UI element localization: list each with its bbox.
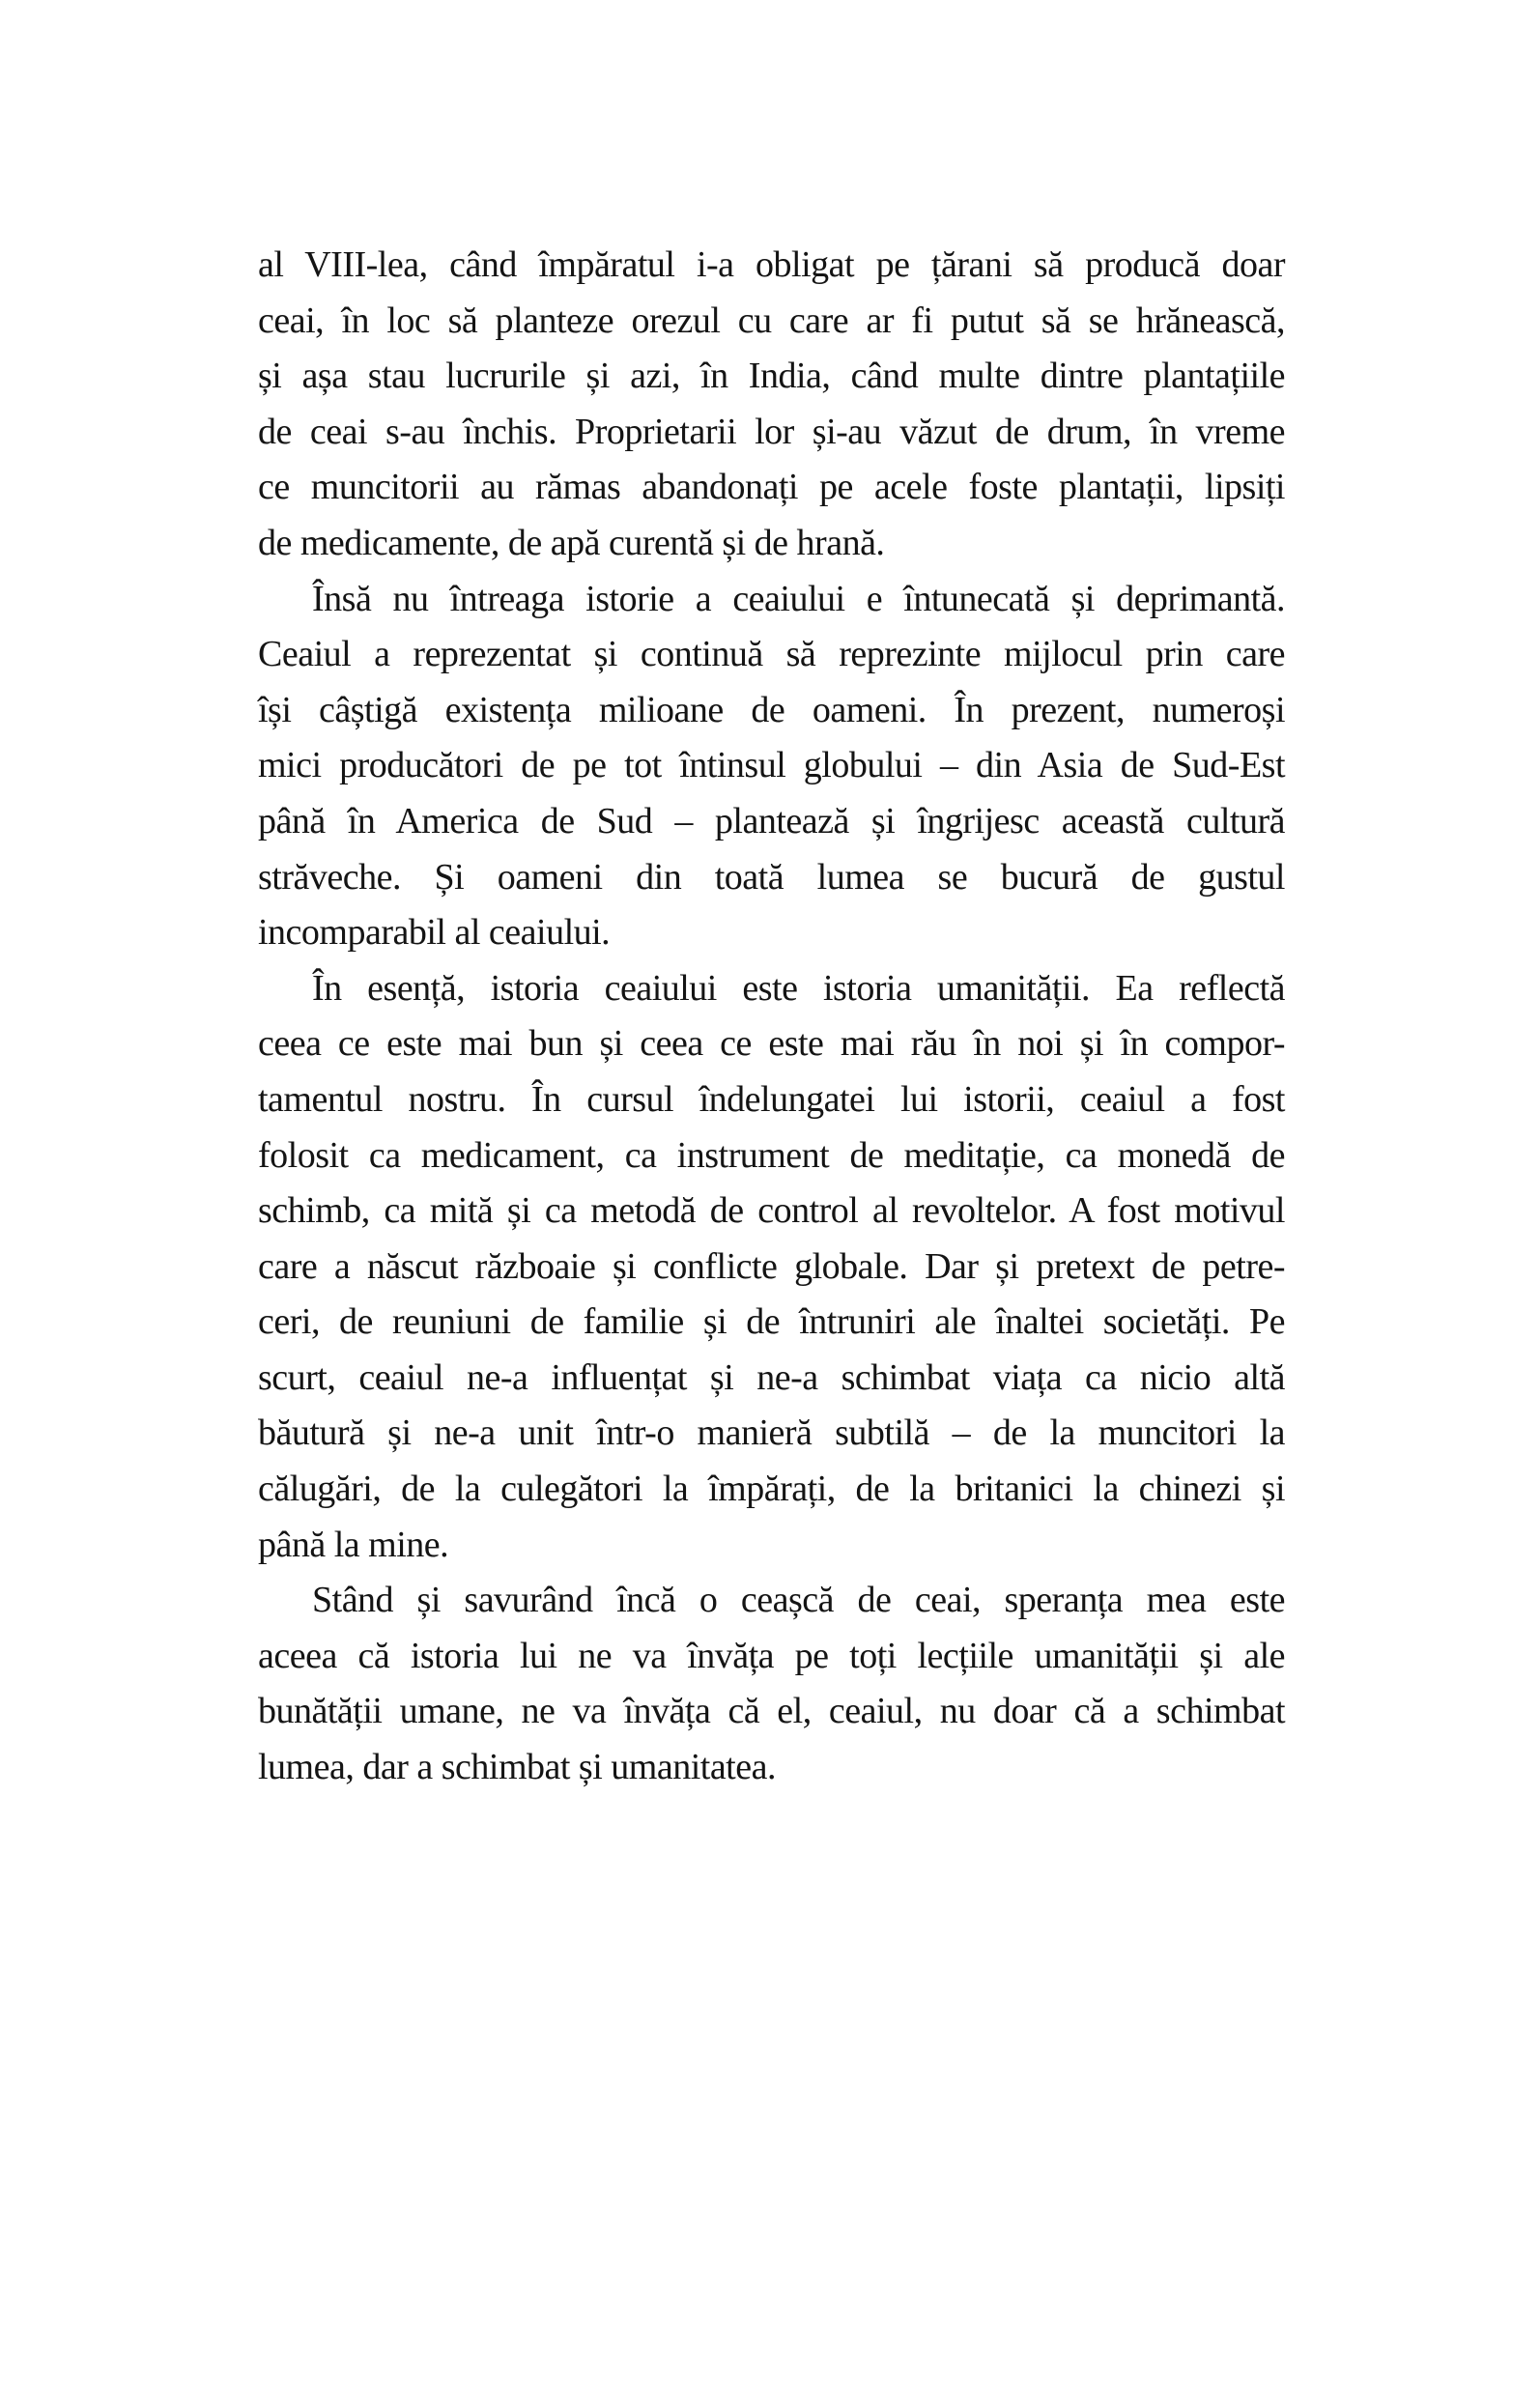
- text-line: bunătății umane, ne va învăța că el, ceaiul, nu doar că a schimbat: [258, 1691, 1285, 1732]
- text-line: al VIII-lea, când împăratul i-a obligat pe țărani să producă doar: [258, 244, 1285, 285]
- text-line: ce muncitorii au rămas abandonați pe acele foste plantații, lipsiți: [258, 467, 1285, 508]
- text-line: și așa stau lucrurile și azi, în India, când multe dintre plantațiile: [258, 356, 1285, 397]
- text-line: care a născut războaie și conflicte globale. Dar și pretext de petre-: [258, 1245, 1285, 1287]
- text-line: băutură și ne-a unit într-o manieră subtilă – de la muncitori la: [258, 1412, 1285, 1454]
- text-line: aceea că istoria lui ne va învăța pe toți lecțiile umanității și ale: [258, 1635, 1285, 1676]
- text-line: lumea, dar a schimbat și umanitatea.: [258, 1747, 776, 1788]
- paragraph: [258, 1573, 1285, 1795]
- text-line: străveche. Și oameni din toată lumea se bucură de gustul: [258, 856, 1285, 898]
- paragraph: [258, 238, 1285, 572]
- text-line: scurt, ceaiul ne-a influențat și ne-a schimbat viața ca nicio altă: [258, 1356, 1285, 1398]
- text-line: Stând și savurând încă o ceașcă de ceai, speranța mea este: [312, 1580, 1285, 1621]
- text-line: folosit ca medicament, ca instrument de meditație, ca monedă de: [258, 1134, 1285, 1176]
- text-block: [258, 238, 1285, 1796]
- text-line: tamentul nostru. În cursul îndelungatei lui istorii, ceaiul a fost: [258, 1078, 1285, 1120]
- text-line: ceea ce este mai bun și ceea ce este mai rău în noi și în compor-: [258, 1023, 1285, 1065]
- text-line: mici producători de pe tot întinsul globului – din Asia de Sud-Est: [258, 745, 1285, 786]
- text-line: ceai, în loc să planteze orezul cu care ar fi putut să se hrănească,: [258, 300, 1285, 341]
- text-line: până în America de Sud – plantează și îngrijesc această cultură: [258, 800, 1285, 841]
- text-line: În esență, istoria ceaiului este istoria umanității. Ea reflectă: [312, 967, 1285, 1009]
- paragraph: [258, 961, 1285, 1574]
- text-line: Însă nu întreaga istorie a ceaiului e întunecată și deprimantă.: [312, 578, 1285, 619]
- paragraph: [258, 572, 1285, 961]
- text-line: călugări, de la culegători la împărați, de la britanici la chinezi și: [258, 1469, 1285, 1510]
- text-line: Ceaiul a reprezentat și continuă să reprezinte mijlocul prin care: [258, 634, 1285, 675]
- text-line: de ceai s-au închis. Proprietarii lor și-au văzut de drum, în vreme: [258, 411, 1285, 452]
- text-line: își câștigă existența milioane de oameni. În prezent, numeroși: [258, 689, 1285, 730]
- text-line: schimb, ca mită și ca metodă de control al revoltelor. A fost motivul: [258, 1190, 1285, 1232]
- text-line: incomparabil al ceaiului.: [258, 912, 611, 954]
- text-line: de medicamente, de apă curentă și de hrană.: [258, 522, 885, 563]
- text-line: ceri, de reuniuni de familie și de întruniri ale înaltei societăți. Pe: [258, 1301, 1285, 1343]
- text-line: până la mine.: [258, 1524, 449, 1565]
